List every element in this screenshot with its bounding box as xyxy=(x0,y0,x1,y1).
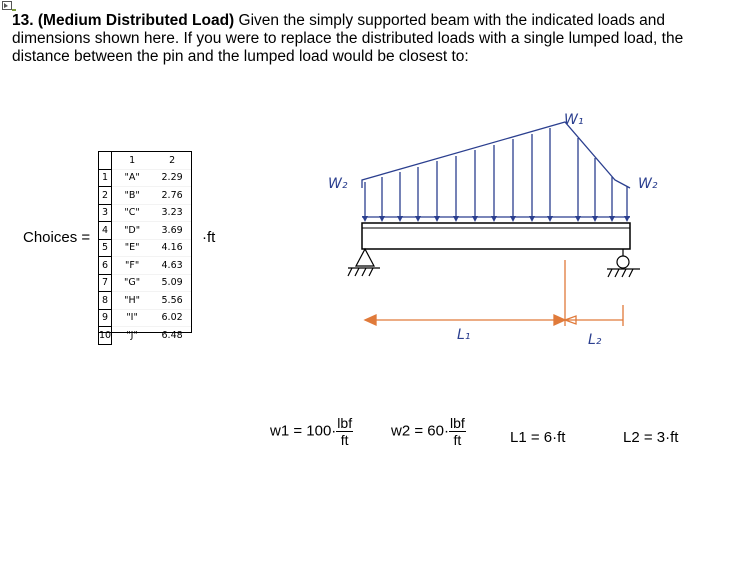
row-index: 4 xyxy=(99,222,112,240)
label-w2-left: W₂ xyxy=(328,176,348,192)
choices-col-header: 2 xyxy=(169,154,176,166)
given-L1: L1 = 6·ft xyxy=(510,429,566,446)
row-index: 6 xyxy=(99,257,112,275)
choices-row xyxy=(99,327,193,345)
choices-row xyxy=(99,257,193,275)
choice-letter: "I" xyxy=(112,309,153,327)
beam-rectangle xyxy=(362,223,630,249)
choice-value: 6.48 xyxy=(152,327,192,345)
choices-label: Choices = xyxy=(23,229,91,246)
choice-value: 5.09 xyxy=(152,274,192,292)
choices-unit: ·ft xyxy=(202,229,216,246)
choice-value: 4.63 xyxy=(152,257,192,275)
row-index: 7 xyxy=(99,274,112,292)
choices-row xyxy=(99,292,193,310)
choice-value: 2.29 xyxy=(152,169,192,187)
choices-row xyxy=(99,222,193,240)
w1-prefix: w1 = 100· xyxy=(270,422,337,440)
label-L1: L₁ xyxy=(457,327,471,343)
question-body: Given the simply supported beam with the indicated loads and dimensions shown here. If you were to replace the distributed loads with a single lumped load, the distance between the pin and the lumped load would be closest to: xyxy=(12,12,684,65)
choice-value: 2.76 xyxy=(152,187,192,205)
w1-numerator: lbf xyxy=(337,415,353,431)
given-L2: L2 = 3·ft xyxy=(623,429,679,446)
question-text xyxy=(12,12,717,66)
choice-letter: "E" xyxy=(112,239,153,257)
choice-value: 3.23 xyxy=(152,204,192,222)
w1-denominator: ft xyxy=(340,432,349,448)
dimension-lines xyxy=(365,260,623,326)
row-index: 8 xyxy=(99,292,112,310)
choice-value: 3.69 xyxy=(152,222,192,240)
row-index: 3 xyxy=(99,204,112,222)
choice-letter: "F" xyxy=(112,257,153,275)
choices-table xyxy=(98,151,192,345)
choices-row xyxy=(99,204,193,222)
corner-icon xyxy=(2,1,16,12)
row-index: 1 xyxy=(99,169,112,187)
question-title: (Medium Distributed Load) xyxy=(37,12,235,29)
label-w1: W₁ xyxy=(564,112,584,128)
beam-diagram xyxy=(320,110,660,350)
load-profile xyxy=(362,122,630,217)
w2-prefix: w2 = 60· xyxy=(391,422,449,440)
w2-denominator: ft xyxy=(453,432,462,448)
label-L2: L₂ xyxy=(588,332,602,348)
choice-value: 4.16 xyxy=(152,239,192,257)
choices-header-row xyxy=(99,152,193,170)
choice-letter: "G" xyxy=(112,274,153,292)
choice-value: 6.02 xyxy=(152,309,192,327)
w2-numerator: lbf xyxy=(449,415,465,431)
load-envelope-line xyxy=(362,122,630,188)
choices-row xyxy=(99,239,193,257)
choice-value: 5.56 xyxy=(152,292,192,310)
pin-support xyxy=(348,249,380,276)
choice-letter: "D" xyxy=(112,222,153,240)
choices-row xyxy=(99,187,193,205)
row-index: 2 xyxy=(99,187,112,205)
row-index: 10 xyxy=(99,327,112,345)
choices-corner-cell xyxy=(99,152,112,170)
choices-row xyxy=(99,274,193,292)
choice-letter: "J" xyxy=(112,327,153,345)
question-number: 13. xyxy=(12,12,34,29)
label-w2-right: W₂ xyxy=(638,176,658,192)
choices-row xyxy=(99,309,193,327)
choice-letter: "B" xyxy=(112,187,153,205)
w2-fraction xyxy=(449,415,466,448)
beam-body xyxy=(362,223,630,249)
roller-support xyxy=(607,249,640,277)
given-w2 xyxy=(391,415,466,448)
choices-col-header: 1 xyxy=(129,154,136,166)
choice-letter: "C" xyxy=(112,204,153,222)
w1-fraction xyxy=(336,415,353,448)
row-index: 5 xyxy=(99,239,112,257)
choice-letter: "A" xyxy=(112,169,153,187)
row-index: 9 xyxy=(99,309,112,327)
choice-letter: "H" xyxy=(112,292,153,310)
given-w1 xyxy=(270,415,353,448)
choices-row xyxy=(99,169,193,187)
